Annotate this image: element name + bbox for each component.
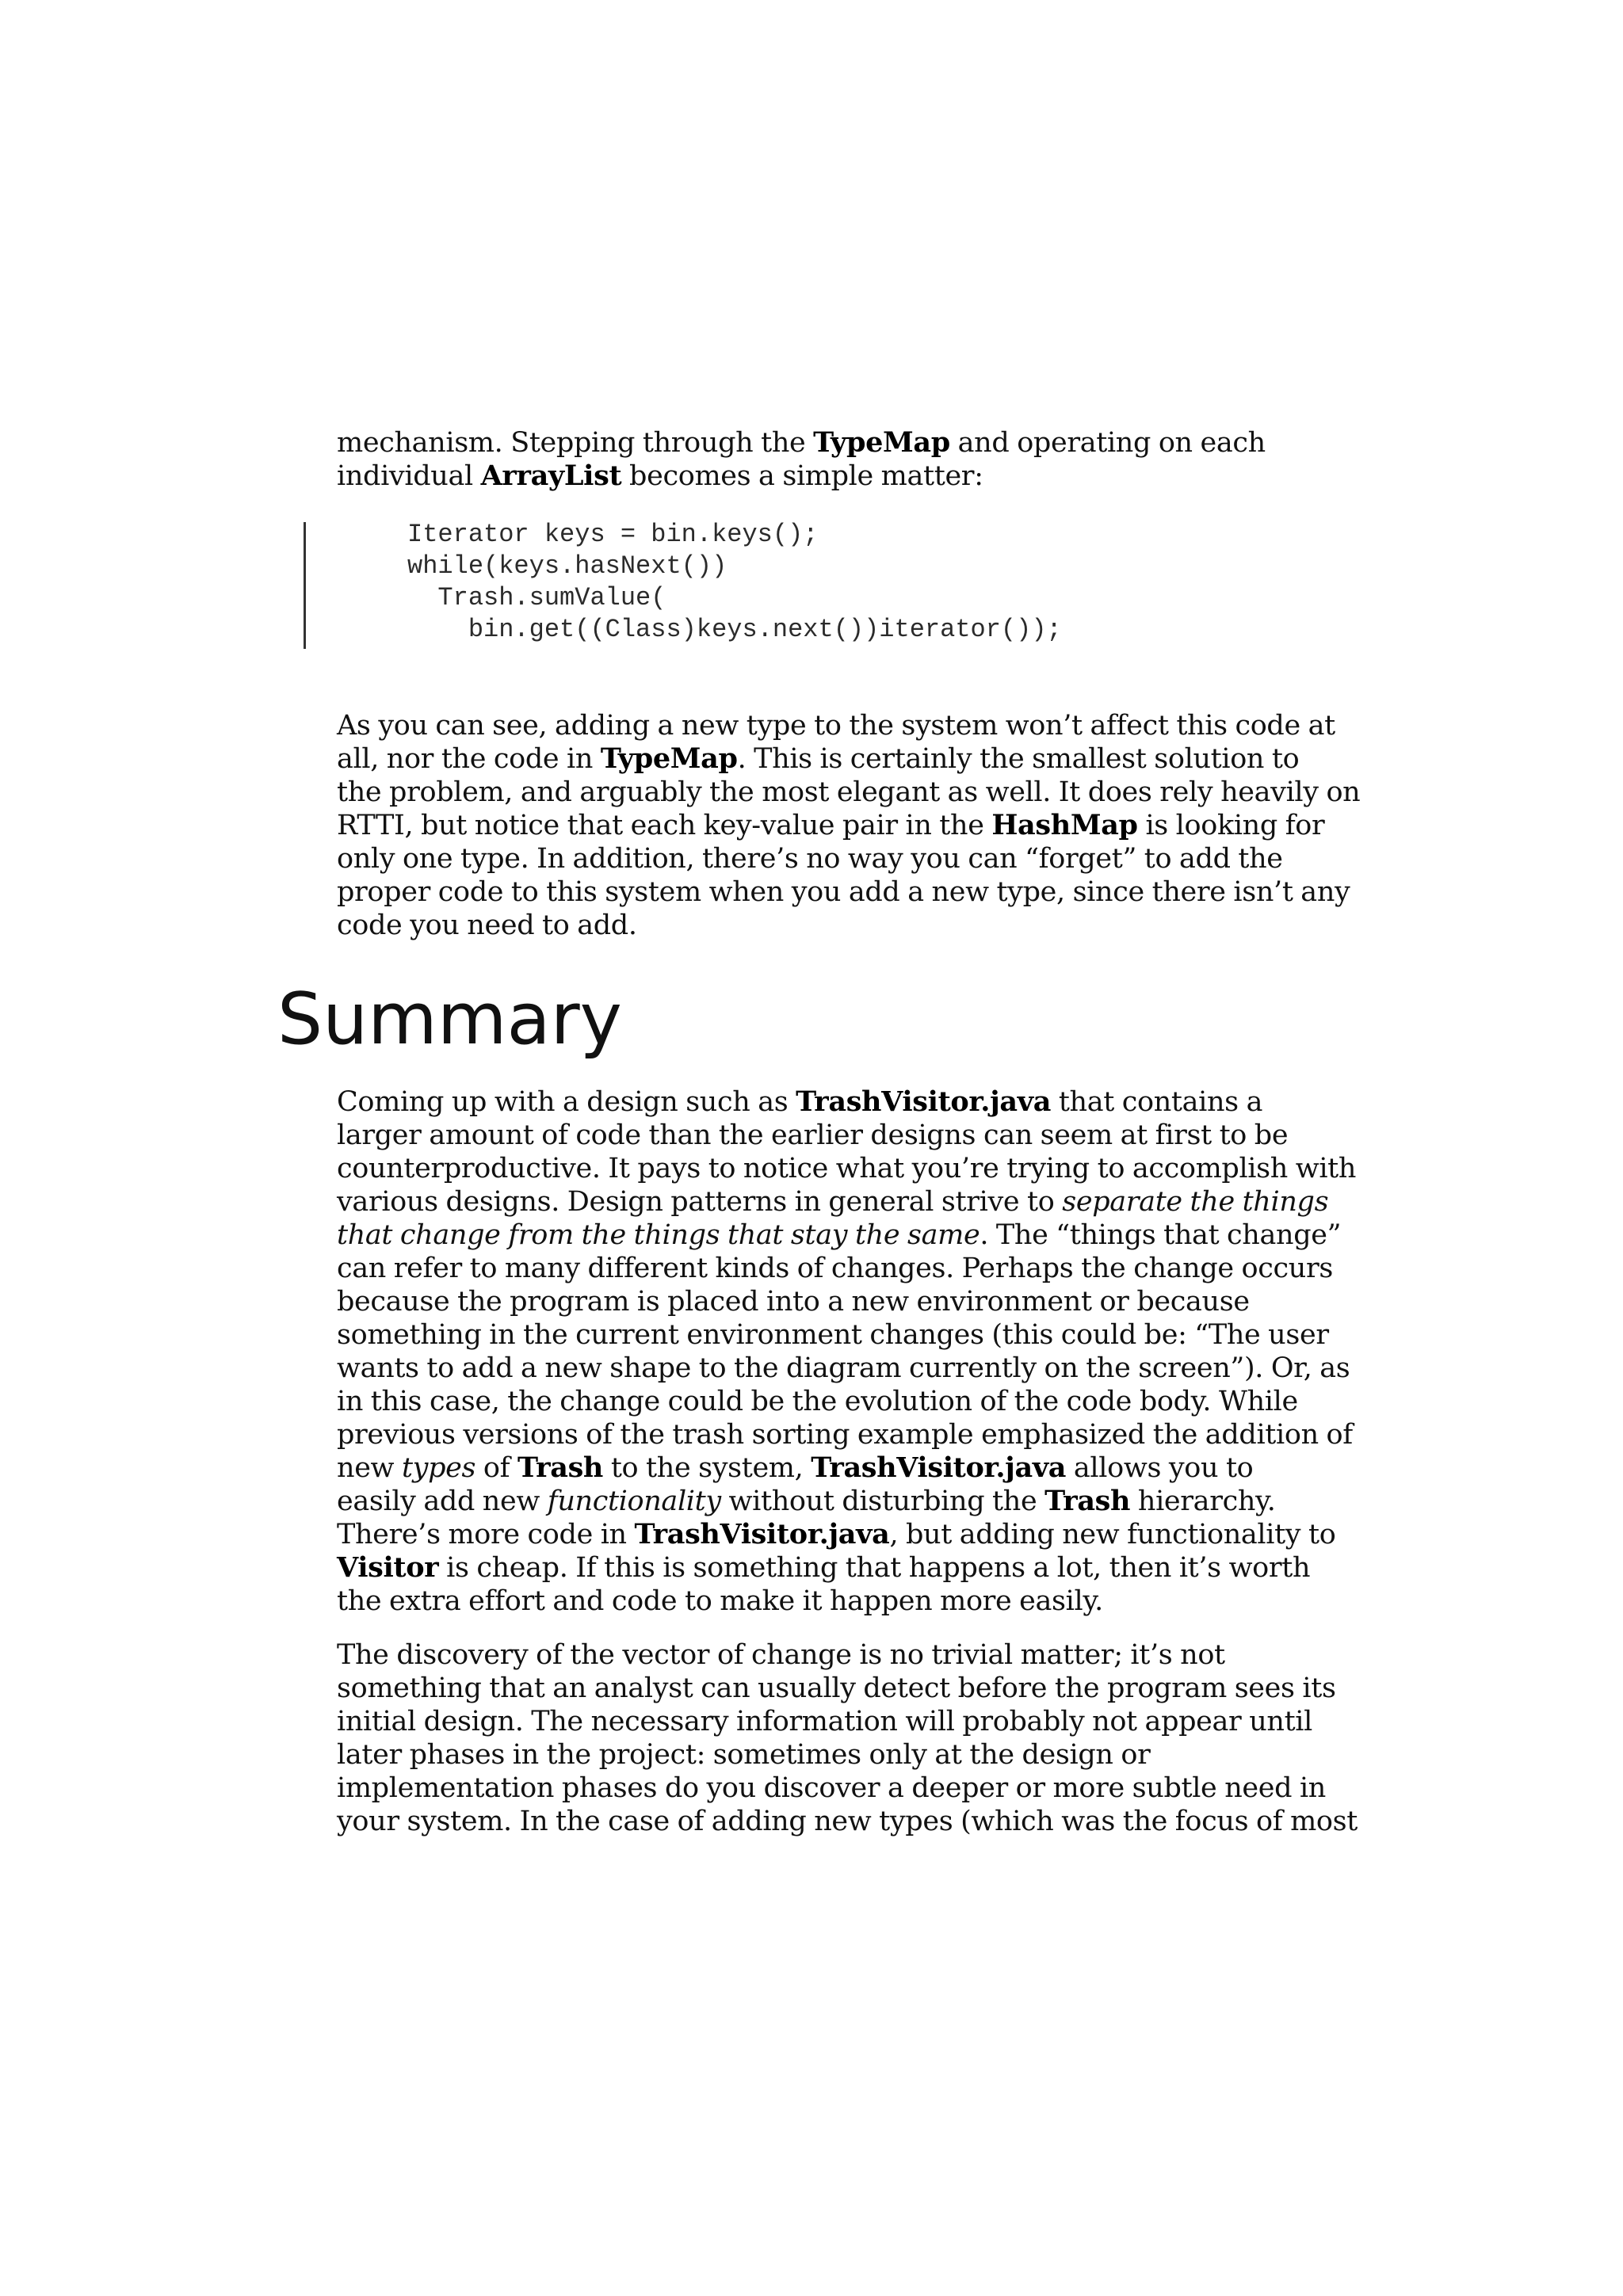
text-run: easily add new [337, 1486, 548, 1517]
text-line [337, 1085, 1327, 1119]
text-run: mechanism. Stepping through the [337, 427, 814, 459]
text-line: because the program is placed into a new environment or because [337, 1286, 1250, 1318]
text-line [337, 1518, 1336, 1551]
text-run: without disturbing the [720, 1486, 1045, 1517]
text-run: to the system, [603, 1452, 812, 1484]
text-run: . The “things that change” [980, 1219, 1342, 1251]
text-run: of [475, 1452, 518, 1484]
text-line: something in the current environment changes (this could be: “The user [337, 1319, 1329, 1351]
class-name-trash: Trash [517, 1451, 604, 1484]
paragraph-1 [337, 709, 1361, 942]
text-line: implementation phases do you discover a deeper or more subtle need in [337, 1772, 1326, 1804]
text-line: something that an analyst can usually detect before the program sees its [337, 1672, 1336, 1704]
text-run: various designs. Design patterns in general strive to [337, 1186, 1063, 1218]
class-name-typemap: TypeMap [813, 426, 950, 459]
text-line: proper code to this system when you add a new type, since there isn’t any [337, 876, 1350, 908]
text-run: , but adding new functionality to [889, 1519, 1336, 1550]
class-name-trashvisitor: TrashVisitor.java [796, 1085, 1052, 1118]
class-name-trashvisitor: TrashVisitor.java [811, 1451, 1067, 1484]
class-name-hashmap: HashMap [991, 809, 1138, 841]
intro-paragraph [337, 426, 1327, 493]
text-line: larger amount of code than the earlier designs can seem at first to be [337, 1119, 1289, 1151]
paragraph-3 [337, 1638, 1358, 1838]
class-name-trashvisitor: TrashVisitor.java [634, 1518, 890, 1550]
emphasis: separate the things [1062, 1186, 1329, 1218]
emphasis: functionality [547, 1486, 721, 1517]
paragraph-2 [337, 1085, 1357, 1618]
text-line [337, 1219, 1342, 1252]
text-run: individual [337, 460, 481, 492]
text-line: The discovery of the vector of change is no trivial matter; it’s not [337, 1639, 1225, 1671]
text-line [337, 426, 1327, 460]
code-line: Trash.sumValue( [407, 583, 666, 612]
text-line: wants to add a new shape to the diagram currently on the screen”). Or, as [337, 1352, 1350, 1384]
code-margin-bar [304, 522, 306, 649]
text-line [337, 1551, 1327, 1585]
text-line: As you can see, adding a new type to the system won’t affect this code at [337, 710, 1335, 742]
text-line [337, 1485, 1327, 1518]
emphasis: that change from the things that stay the same [337, 1219, 980, 1251]
class-name-typemap: TypeMap [600, 742, 738, 775]
text-line: only one type. In addition, there’s no way you can “forget” to add the [337, 843, 1283, 875]
class-name-visitor: Visitor [337, 1551, 439, 1584]
text-run: new [337, 1452, 402, 1484]
text-line: can refer to many different kinds of changes. Perhaps the change occurs [337, 1253, 1333, 1284]
text-run: that contains a [1051, 1086, 1263, 1118]
code-listing [304, 519, 1254, 650]
code-line: while(keys.hasNext()) [407, 551, 727, 581]
text-run: allows you to [1066, 1452, 1254, 1484]
text-run: . This is certainly the smallest solution to [737, 743, 1300, 775]
text-line: counterproductive. It pays to notice what you’re trying to accomplish with [337, 1153, 1357, 1184]
code-line: Iterator keys = bin.keys(); [407, 520, 819, 549]
text-line: previous versions of the trash sorting example emphasized the addition of [337, 1419, 1353, 1451]
text-line [337, 742, 1327, 776]
text-line: the extra effort and code to make it happen more easily. [337, 1585, 1103, 1617]
text-run: is cheap. If this is something that happens a lot, then it’s worth [438, 1552, 1311, 1584]
text-run: is looking for [1137, 810, 1325, 841]
text-line [337, 809, 1327, 842]
text-line: your system. In the case of adding new types (which was the focus of most [337, 1806, 1358, 1837]
text-run: hierarchy. [1130, 1486, 1276, 1517]
text-line: initial design. The necessary information will probably not appear until [337, 1706, 1312, 1737]
text-run: RTTI, but notice that each key-value pair in the [337, 810, 992, 841]
text-run: and operating on each [949, 427, 1266, 459]
text-run: Coming up with a design such as [337, 1086, 796, 1118]
class-name-trash: Trash [1044, 1485, 1131, 1517]
text-line: in this case, the change could be the evolution of the code body. While [337, 1386, 1298, 1417]
text-line [337, 460, 1327, 493]
emphasis: types [401, 1452, 476, 1484]
text-run: There’s more code in [337, 1519, 635, 1550]
section-heading: Summary [277, 978, 622, 1061]
text-line: later phases in the project: sometimes only at the design or [337, 1739, 1151, 1771]
code-line: bin.get((Class)keys.next())iterator()); [407, 615, 1062, 644]
text-run: all, nor the code in [337, 743, 601, 775]
text-line: code you need to add. [337, 910, 637, 941]
text-line: the problem, and arguably the most elegant as well. It does rely heavily on [337, 776, 1361, 808]
text-line [337, 1185, 1327, 1219]
class-name-arraylist: ArrayList [480, 460, 622, 492]
text-run: becomes a simple matter: [621, 460, 983, 492]
text-line [337, 1451, 1327, 1485]
